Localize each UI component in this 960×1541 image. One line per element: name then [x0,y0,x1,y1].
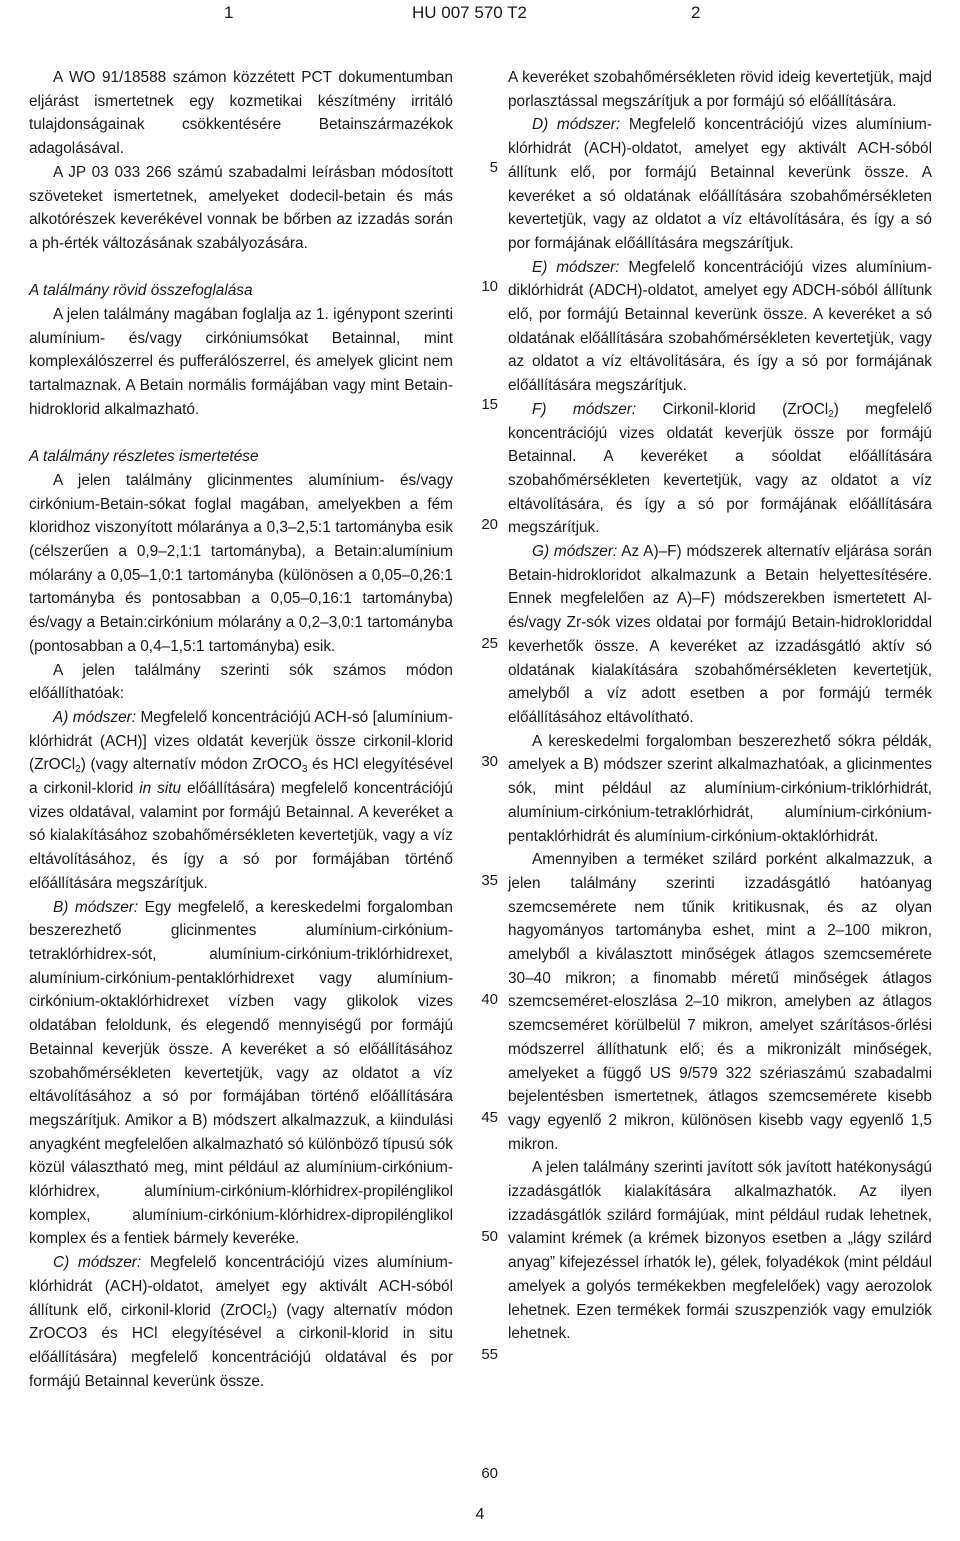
line-number-30: 30 [481,753,498,770]
line-number-5: 5 [489,159,498,176]
paragraph-product-forms: A jelen találmány szerinti javított sók javított hatékonyságú izzadásgátlók kialakítására alkalmazhatók. Az ilyen izzadásgátlók szilárd formájúak, mint például rudak lehetnek, valamint krémek (a krémek bizonyos esetben a „lágy szilárd anyag” kifejezéssel írhatók le), gélek, folyadékok (mint például amelyek a golyós termékekben megfelelőek) vagy aerozolok lehetnek. Ezen termékek formái szuszpenziók vagy emulziók lehetnek. [508,1159,932,1343]
left-column [29,66,453,1393]
paragraph-method-a: A) módszer: Megfelelő koncentrációjú ACH-só [alumínium-klórhidrát (ACH)] vizes oldatát keverjük össze cirkonil-klorid (ZrOCl$_2$) (vagy alternatív módon ZrOCO$_3$ és HCl elegyítésével a cirkonil-klorid in situ előállítására) megfelelő koncentrációjú vizes oldatával, valamint por formájú Betainnal. A keveréket a só kialakításához szobahőmérsékleten kevertetjük, vagy a víz eltávolításához, és így a só por formájában történő előállítására megszárítjuk. [29,708,454,892]
paragraph-method-b: B) módszer: Egy megfelelő, a kereskedelmi forgalomban beszerezhető glicinmentes alumínium-cirkónium-tetraklórhidrex-sót, alumínium-cirkónium-triklórhidrexet, alumínium-cirkónium-pentaklórhidrexet vagy alumínium-cirkónium-oktaklórhidrexet vízben vagy glikolok vizes oldatában feloldunk, és elegendő mennyiségű por formájú Betainnal keverjük össze. A keveréket a só előállításához szobahőmérsékleten kevertetjük, vagy az oldatot a víz eltávolításához a só por formájában történő előállítására megszárítjuk. Amikor a B) módszert alkalmazzuk, a kiindulási anyagként megfelelően alkalmazható só különböző típusú sók közül választható meg, mint például az alumínium-cirkónium-klórhidrex, alumínium-cirkónium-klórhidrex-propilénglikol komplex, alumínium-cirkónium-klórhidrex-dipropilénglikol komplex és a fentiek bármely keveréke. [29,898,453,1248]
line-number-15: 15 [481,396,498,413]
paragraph-salts-description: A jelen találmány glicinmentes alumínium- és/vagy cirkónium-Betain-sókat foglal magában, amelyekben a fém kloridhoz viszonyított mólaránya a 0,3–2,5:1 tartományba esik (célszerűen a 0,9–2,1:1 tartományba), a Betain:alumínium mólarány a 0,05–1,0:1 tartományba (különösen a 0,05–0,26:1 tartományba és pontosabban a 0,05–0,16:1 tartományba) és/vagy a Betain:cirkónium mólarány a 0,2–3,0:1 tartományba (pontosabban a 0,4–1,5:1 tartományba) esik. [29,471,453,655]
line-number-45: 45 [481,1109,498,1126]
heading-detailed-description: A találmány részletes ismertetése [29,448,259,466]
paragraph-method-d: D) módszer: Megfelelő koncentrációjú vizes alumínium-klórhidrát (ACH)-oldatot, amelyet egy aktivált ACH-sóból állítunk elő, por formájú Betainnal keverünk össze. A keveréket a só oldatának előállítására szobahőmérsékleten kevertetjük, vagy az oldatot a víz eltávolítására, és így a só por formájának előállítására megszárítjuk. [508,116,933,252]
line-number-20: 20 [481,516,498,533]
paragraph-method-c: C) módszer: Megfelelő koncentrációjú vizes alumínium-klórhidrát (ACH)-oldatot, amelyet egy aktivált ACH-sóból állítunk elő, cirkonil-klorid (ZrOCl$_2$) (vagy alternatív módon ZrOCO3 és HCl elegyítésével a cirkonil-klorid in situ előállítására) megfelelő koncentrációjú oldatával és por formájú Betainnal keverünk össze. [29,1254,454,1390]
method-a-label: A) módszer: [53,708,137,726]
method-c-label: C) módszer: [53,1254,142,1272]
paragraph-method-f: F) módszer: Cirkonil-klorid (ZrOCl$_2$) megfelelő koncentrációjú vizes oldatát keverjük össze por formájú Betainnal. A keveréket a sóoldat előállítására szobahőmérsékleten kevertetjük, vagy az oldatot a víz eltávolítására, és így a só por formájának előállítására megszárítjuk. [508,400,932,537]
header-document-number: HU 007 570 T2 [412,3,527,22]
line-number-55: 55 [481,1346,498,1363]
page-header [0,3,960,25]
paragraph-preparation-intro: A jelen találmány szerinti sók számos módon előállíthatóak: [29,661,453,703]
line-number-40: 40 [481,991,498,1008]
line-number-60: 60 [481,1465,498,1482]
line-number-25: 25 [481,635,498,652]
heading-summary: A találmány rövid összefoglalása [29,282,253,300]
paragraph-c-continued: A keveréket szobahőmérsékleten rövid ideig kevertetjük, majd porlasztással megszárítjuk a por formájú só előállítására. [508,69,932,110]
paragraph-method-g: G) módszer: Az A)–F) módszerek alternatív eljárása során Betain-hidrokloridot alkalmazunk a Betain helyettesítésére. Ennek megfelelően az A)–F) módszerekben ismertetett Al- és/vagy Zr-sók vizes oldatai por formájú Betain-hidrokloriddal keverhetők össze. A keveréket az izzadásgátló aktív só oldatának kialakítására szobahőmérsékleten kevertetjük, amelyből a víz adott esetben a por formájú termék előállításához eltávolítható. [508,543,932,726]
right-column [508,66,932,1346]
line-number-50: 50 [481,1228,498,1245]
method-f-label: F) módszer: [532,400,637,418]
paragraph-particle-size: Amennyiben a terméket szilárd porként alkalmazzuk, a jelen találmány szerinti izzadásgátló hatóanyag szemcseméretе nem tűnik kritikusnak, és az olyan hagyományos tartományba eshet, mint a 2–100 mikron, amelyből a kiválasztott minőségek átlagos szemcsemérete 30–40 mikron; a finomabb méretű minőségek átlagos szemcseméret-eloszlása 2–10 mikron, amelyben az átlagos szemcseméret körülbelül 7 mikron, amelyet szárításos-őrlési módszerrel állíthatunk elő; és a mikronizált minőségek, amelyeket a függő US 9/579 322 szériaszámú szabadalmi bejelentésben ismertetnek, átlagos szemcsemérete kisebb vagy egyenlő 2 mikron, különösen kisebb vagy egyenlő 1,5 mikron. [508,851,932,1153]
method-d-label: D) módszer: [532,116,621,134]
paragraph-wo-document: A WO 91/18588 számon közzétett PCT dokumentumban eljárást ismertetnek egy kozmetikai készítmény irritáló tulajdonságainak csökkentésére Betainszármazékok adagolásával. [29,69,453,158]
paragraph-commercial-salts: A kereskedelmi forgalomban beszerezhető sókra példák, amelyek a B) módszer szerint alkalmazhatóak, a glicinmentes sók, mint például az alumínium-cirkónium-triklórhidrát, alumínium-cirkónium-tetraklórhidrát, alumínium-cirkónium-pentaklórhidrát és alumínium-cirkónium-oktaklórhidrát. [508,732,932,845]
header-left-page-number: 1 [224,3,234,22]
paragraph-method-e: E) módszer: Megfelelő koncentrációjú vizes alumínium-diklórhidrát (ADCH)-oldatot, amelyet egy ADCH-sóból állítunk elő, por formájú Betainnal keverünk össze. A keveréket a só oldatának előállítására szobahőmérsékleten kevertetjük, vagy az oldatot a víz eltávolítására, és így a só por formájának előállítására megszárítjuk. [508,258,932,395]
method-b-label: B) módszer: [53,898,139,916]
paragraph-summary: A jelen találmány magában foglalja az 1. igénypont szerinti alumínium- és/vagy cirkóniumsókat Betainnal, mint komplexálószerrel és pufferálószerrel, és amelyek glicint nem tartalmaznak. A Betain normális formájában vagy mint Betain-hidroklorid alkalmazható. [29,306,453,418]
method-e-label: E) módszer: [532,258,620,276]
page-footer-number: 4 [475,1506,485,1523]
method-g-label: G) módszer: [532,543,618,561]
line-number-35: 35 [481,872,498,889]
line-number-10: 10 [481,278,498,295]
header-right-page-number: 2 [691,3,701,22]
paragraph-jp-document: A JP 03 033 266 számú szabadalmi leírásban módosított szöveteket ismertetnek, amelyeket dodecil-betain és más alkotórészek keverékével vonnak be bőrben az izzadás során a ph-érték változásának szabályozására. [29,163,453,252]
